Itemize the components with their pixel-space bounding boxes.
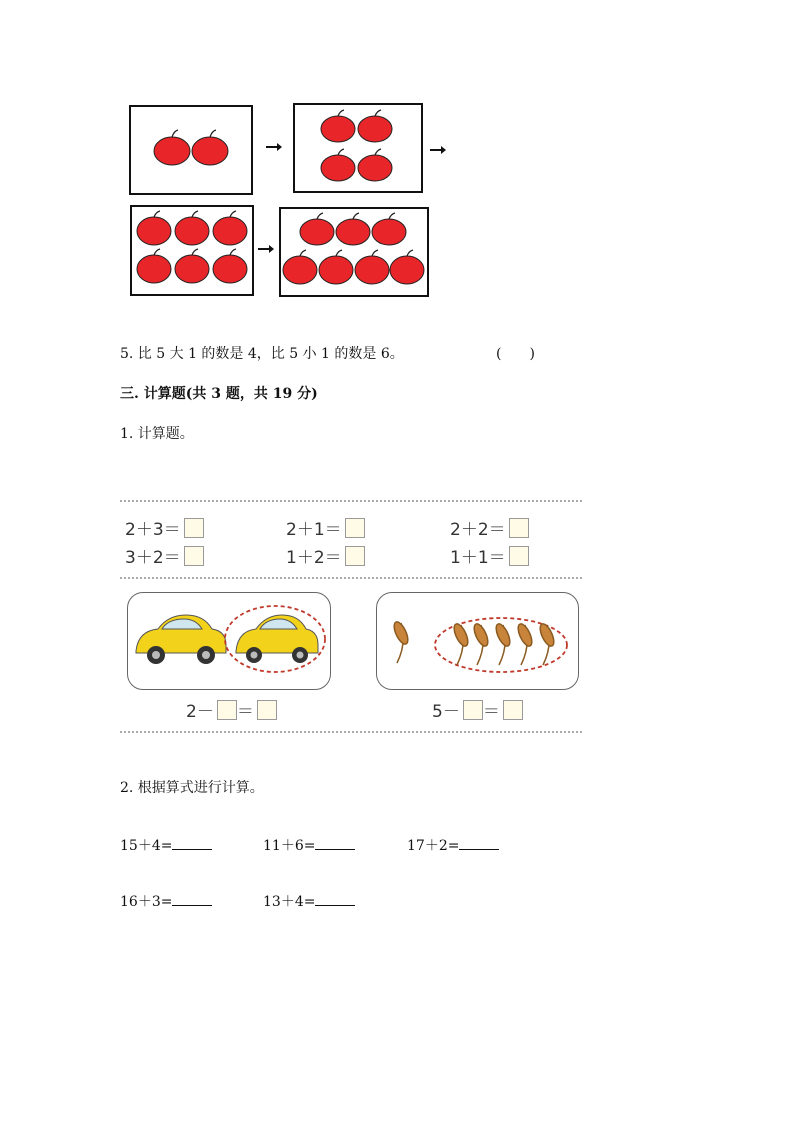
answer-box[interactable]: [503, 700, 523, 720]
answer-blank[interactable]: [315, 835, 355, 850]
dotted-divider: [120, 500, 582, 502]
equation: 3＋2＝: [125, 543, 204, 568]
answer-bracket: ( ): [496, 346, 535, 362]
answer-box[interactable]: [184, 518, 204, 538]
fill-item: 17＋2=: [407, 835, 499, 855]
apples-4-icon: [295, 105, 421, 191]
answer-box[interactable]: [184, 546, 204, 566]
wheat-equation: 5－ ＝: [432, 697, 523, 722]
answer-blank[interactable]: [315, 891, 355, 906]
arrow-icon: [266, 146, 280, 148]
apples-6-icon: [132, 207, 252, 294]
apple-box-2: [293, 103, 423, 193]
answer-box[interactable]: [345, 546, 365, 566]
equation: 2＋3＝: [125, 515, 204, 540]
answer-blank[interactable]: [172, 835, 212, 850]
answer-box[interactable]: [509, 518, 529, 538]
answer-box[interactable]: [509, 546, 529, 566]
fill-item: 11＋6=: [263, 835, 355, 855]
dotted-divider: [120, 731, 582, 733]
apples-2-icon: [131, 107, 251, 193]
question-2-title: 2. 根据算式进行计算。: [120, 780, 264, 796]
arrow-icon: [430, 149, 444, 151]
cars-panel: [127, 592, 331, 690]
fill-item: 16＋3=: [120, 891, 212, 911]
answer-blank[interactable]: [459, 835, 499, 850]
question-1-title: 1. 计算题。: [120, 426, 194, 442]
answer-box[interactable]: [463, 700, 483, 720]
equation: 2＋2＝: [450, 515, 529, 540]
answer-blank[interactable]: [172, 891, 212, 906]
question-5-text: 5. 比 5 大 1 的数是 4，比 5 小 1 的数是 6。: [120, 346, 404, 362]
cars-equation: 2－ ＝: [186, 697, 277, 722]
equation: 2＋1＝: [286, 515, 365, 540]
answer-box[interactable]: [345, 518, 365, 538]
fill-item: 15＋4=: [120, 835, 212, 855]
arrow-icon: [258, 248, 272, 250]
answer-box[interactable]: [257, 700, 277, 720]
section-title: 三. 计算题(共 3 题，共 19 分): [120, 386, 318, 402]
wheat-panel: [376, 592, 579, 690]
apple-box-3: [130, 205, 254, 296]
cars-icon: [128, 593, 328, 687]
dotted-divider: [120, 577, 582, 579]
equation: 1＋1＝: [450, 543, 529, 568]
apple-box-1: [129, 105, 253, 195]
apples-7-icon: [281, 209, 427, 295]
fill-item: 13＋4=: [263, 891, 355, 911]
answer-box[interactable]: [217, 700, 237, 720]
apple-box-4: [279, 207, 429, 297]
wheat-icon: [377, 593, 576, 687]
equation: 1＋2＝: [286, 543, 365, 568]
